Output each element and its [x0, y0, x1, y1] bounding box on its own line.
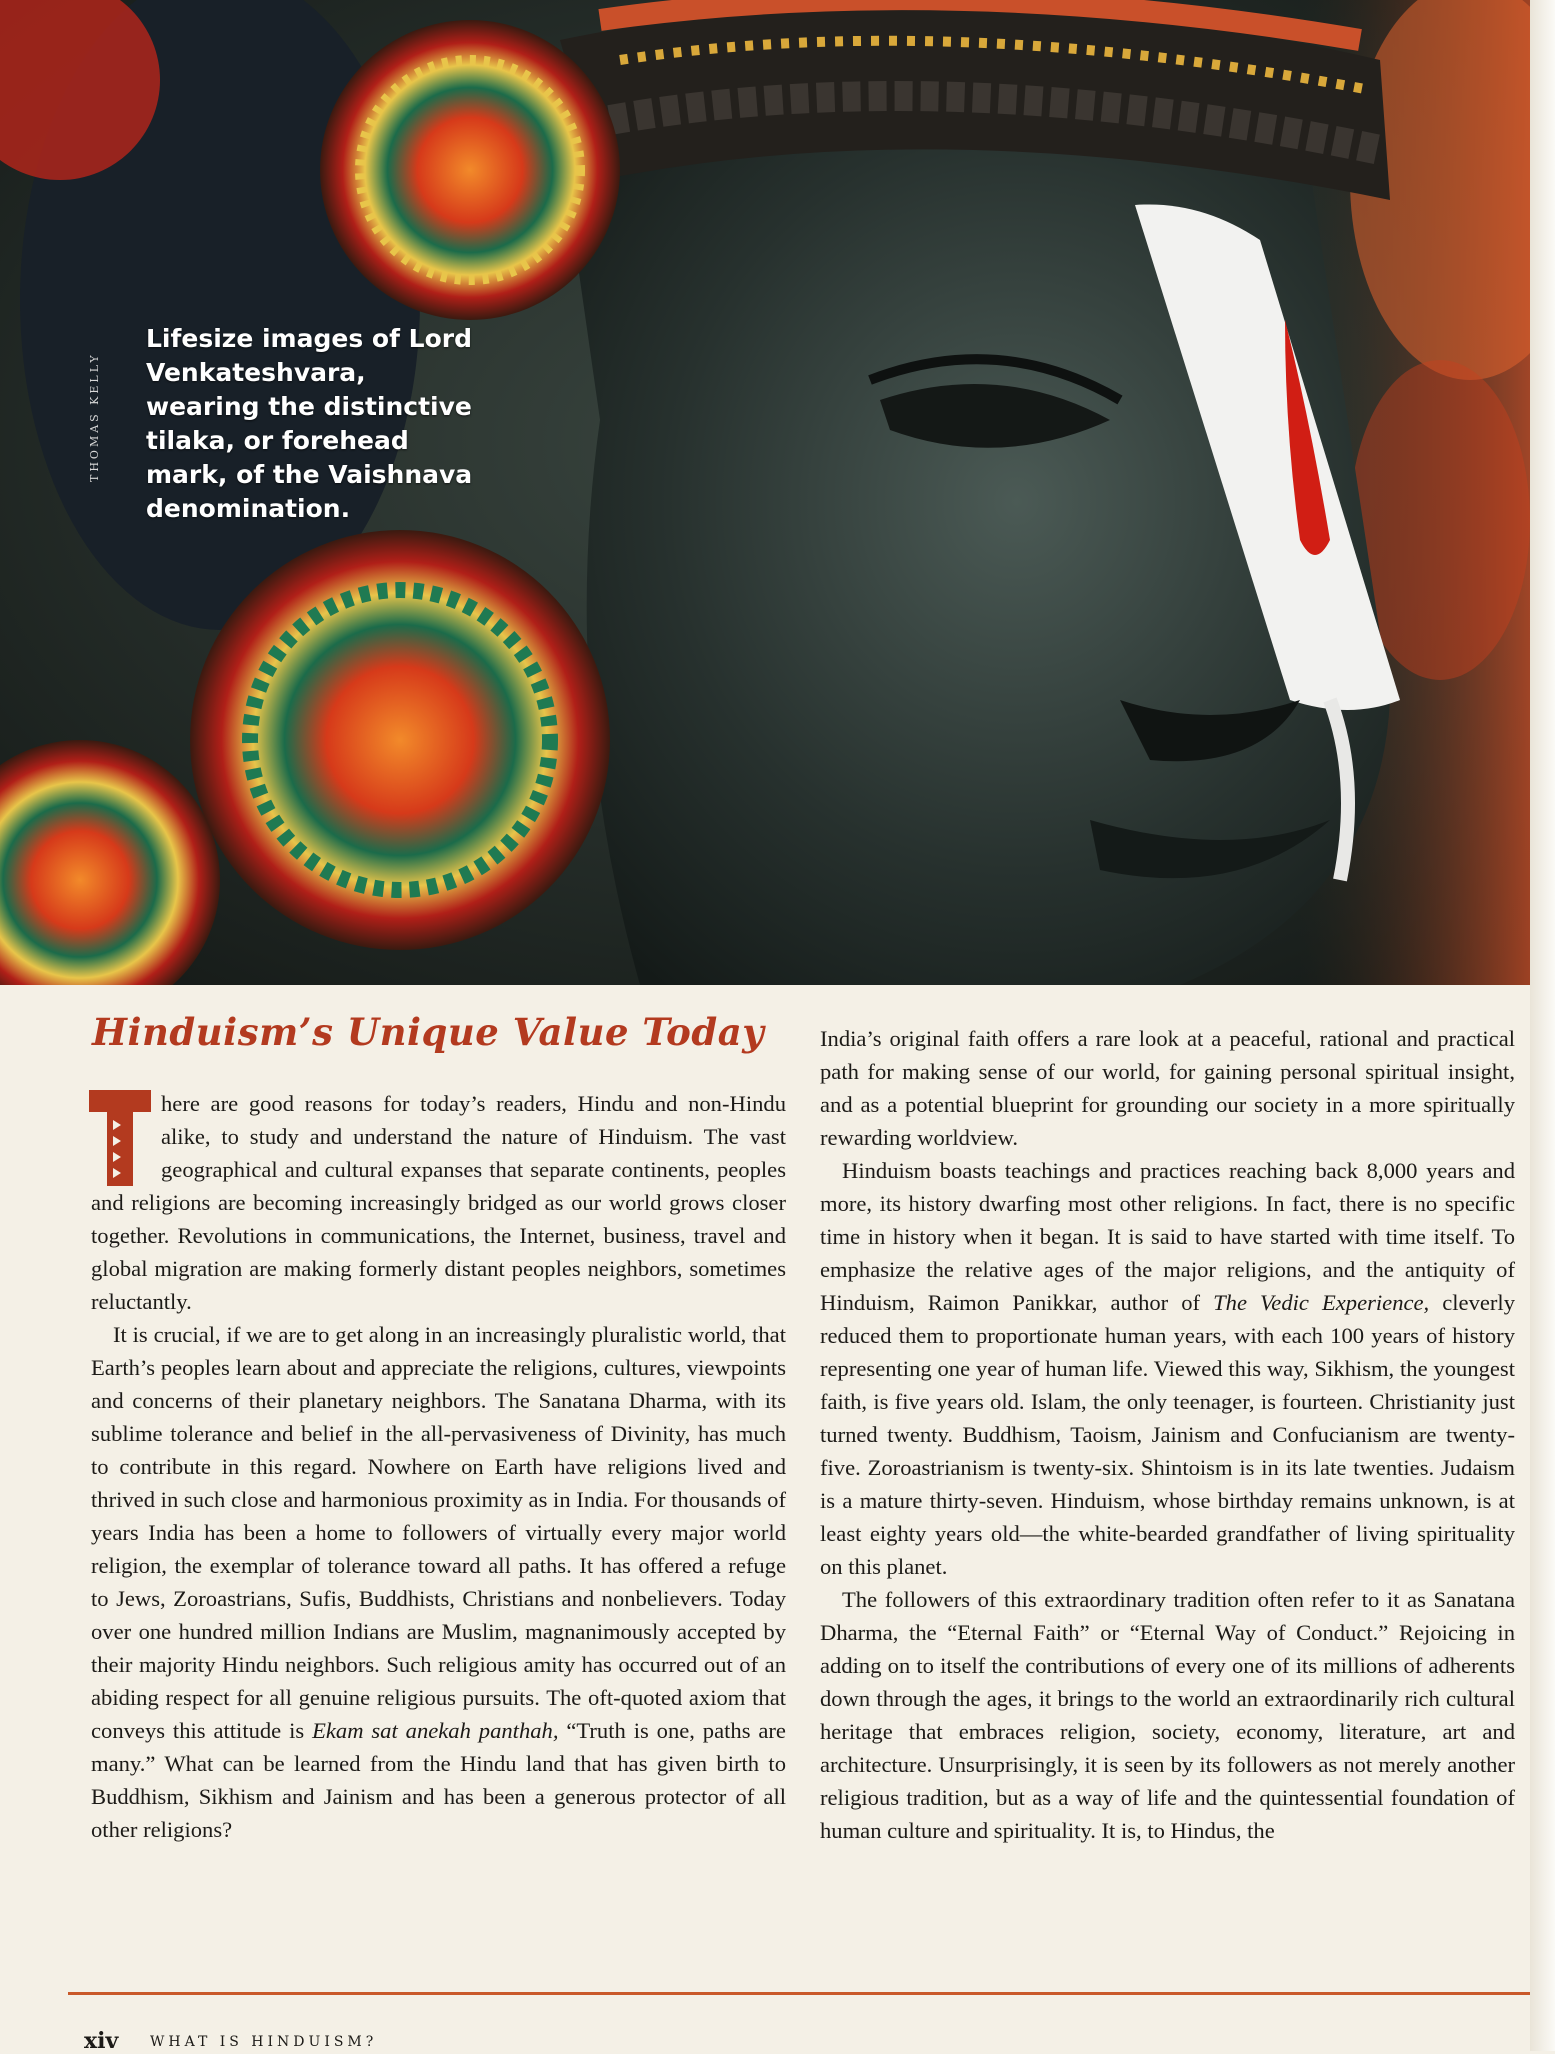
paragraph-2: [91, 1318, 786, 1846]
axiom-italic: Ekam sat anekah panthah,: [312, 1718, 559, 1743]
photo-venkateshvara: [0, 0, 1555, 985]
book-title: The Vedic Experience,: [1213, 1290, 1430, 1315]
drop-cap: [89, 1090, 151, 1186]
right-paragraph-1: India’s original faith offers a rare look at a peaceful, rational and practical path for making sense of our world, for gaining personal spiritual insight, and as a potential blueprint for grounding our society in a more spiritually rewarding worldview.: [820, 1026, 1515, 1150]
page-number: xiv: [84, 2028, 119, 2054]
paragraph-1: [91, 1087, 786, 1318]
photo-caption: Lifesize images of Lord Venkateshvara, wearing the distinctive tilaka, or forehead mark, of the Vaishnava denomination.: [146, 324, 473, 523]
right-paragraph-3: The followers of this extraordinary tradition often refer to it as Sanatana Dharma, the “Eternal Faith” or “Eternal Way of Conduct.” Rejoicing in adding on to itself the contributions of every one of its millions of adherents down through the ages, it brings to the world an extraordinarily rich cultural heritage that embraces religion, society, economy, literature, art and architecture. Unsurprisingly, it is seen by its followers as not merely another religious tradition, but as a way of life and the quintessential foundation of human culture and spirituality. It is, to Hindus, the: [820, 1587, 1515, 1843]
paragraph-1-text: here are good reasons for today’s readers, Hindu and non-Hindu alike, to study and understand the nature of Hinduism. The vast geographical and cultural expanses that separate continents, peoples and religions are becoming increasingly bridged as our world grows closer together. Revolutions in communications, the Internet, business, travel and global migration are making formerly distant peoples neighbors, sometimes reluctantly.: [91, 1091, 786, 1314]
footer-rule: [68, 1992, 1530, 1995]
axiom-after: “Truth is one, paths are many.” What can be learned from the Hindu land that has given birth to Buddhism, Sikhism and Jainism and has been a generous protector of all other religions?: [91, 1718, 786, 1842]
left-column: [91, 1087, 786, 1846]
photo-credit: THOMAS KELLY: [88, 352, 101, 482]
drop-cap-graphic: [89, 1090, 151, 1186]
right-paragraph-2: [820, 1154, 1515, 1583]
page-gutter: [1530, 0, 1555, 2051]
right-p2-before: Hinduism boasts teachings and practices reaching back 8,000 years and more, its history dwarfing most other religions. In fact, there is no specific time in history when it began. It is said to have started with time itself. To emphasize the relative ages of the major religions, and the antiquity of Hinduism, Raimon Panikkar, author of: [820, 1158, 1515, 1315]
article-heading: Hinduism’s Unique Value Today: [92, 1010, 765, 1054]
right-column: [820, 1022, 1515, 1847]
paragraph-2-text: It is crucial, if we are to get along in an increasingly pluralistic world, that Earth’s peoples learn about and appreciate the religions, cultures, viewpoints and concerns of their planetary neighbors. The Sanatana Dharma, with its sublime tolerance and belief in the all-pervasiveness of Divinity, has much to contribute in this regard. Nowhere on Earth have religions lived and thrived in such close and harmonious proximity as in India. For thousands of years India has been a home to followers of virtually every major world religion, the exemplar of tolerance toward all paths. It has offered a refuge to Jews, Zoroastrians, Sufis, Buddhists, Christians and nonbelievers. Today over one hundred million Indians are Muslim, magnanimously accepted by their majority Hindu neighbors. Such religious amity has occurred out of an abiding respect for all genuine religious pursuits. The oft-quoted axiom that conveys this attitude is: [91, 1322, 786, 1743]
running-head: WHAT IS HINDUISM?: [150, 2034, 378, 2050]
right-p2-after: cleverly reduced them to proportionate human years, with each 100 years of history representing one year of human life. Viewed this way, Sikhism, the youngest faith, is five years old. Islam, the only teenager, is fourteen. Christianity just turned twenty. Buddhism, Taoism, Jainism and Confucianism are twenty-five. Zoroastrianism is twenty-six. Shintoism is in its late twenties. Judaism is a mature thirty-seven. Hinduism, whose birthday remains unknown, is at least eighty years old—the white-bearded grandfather of living spirituality on this planet.: [820, 1290, 1516, 1579]
